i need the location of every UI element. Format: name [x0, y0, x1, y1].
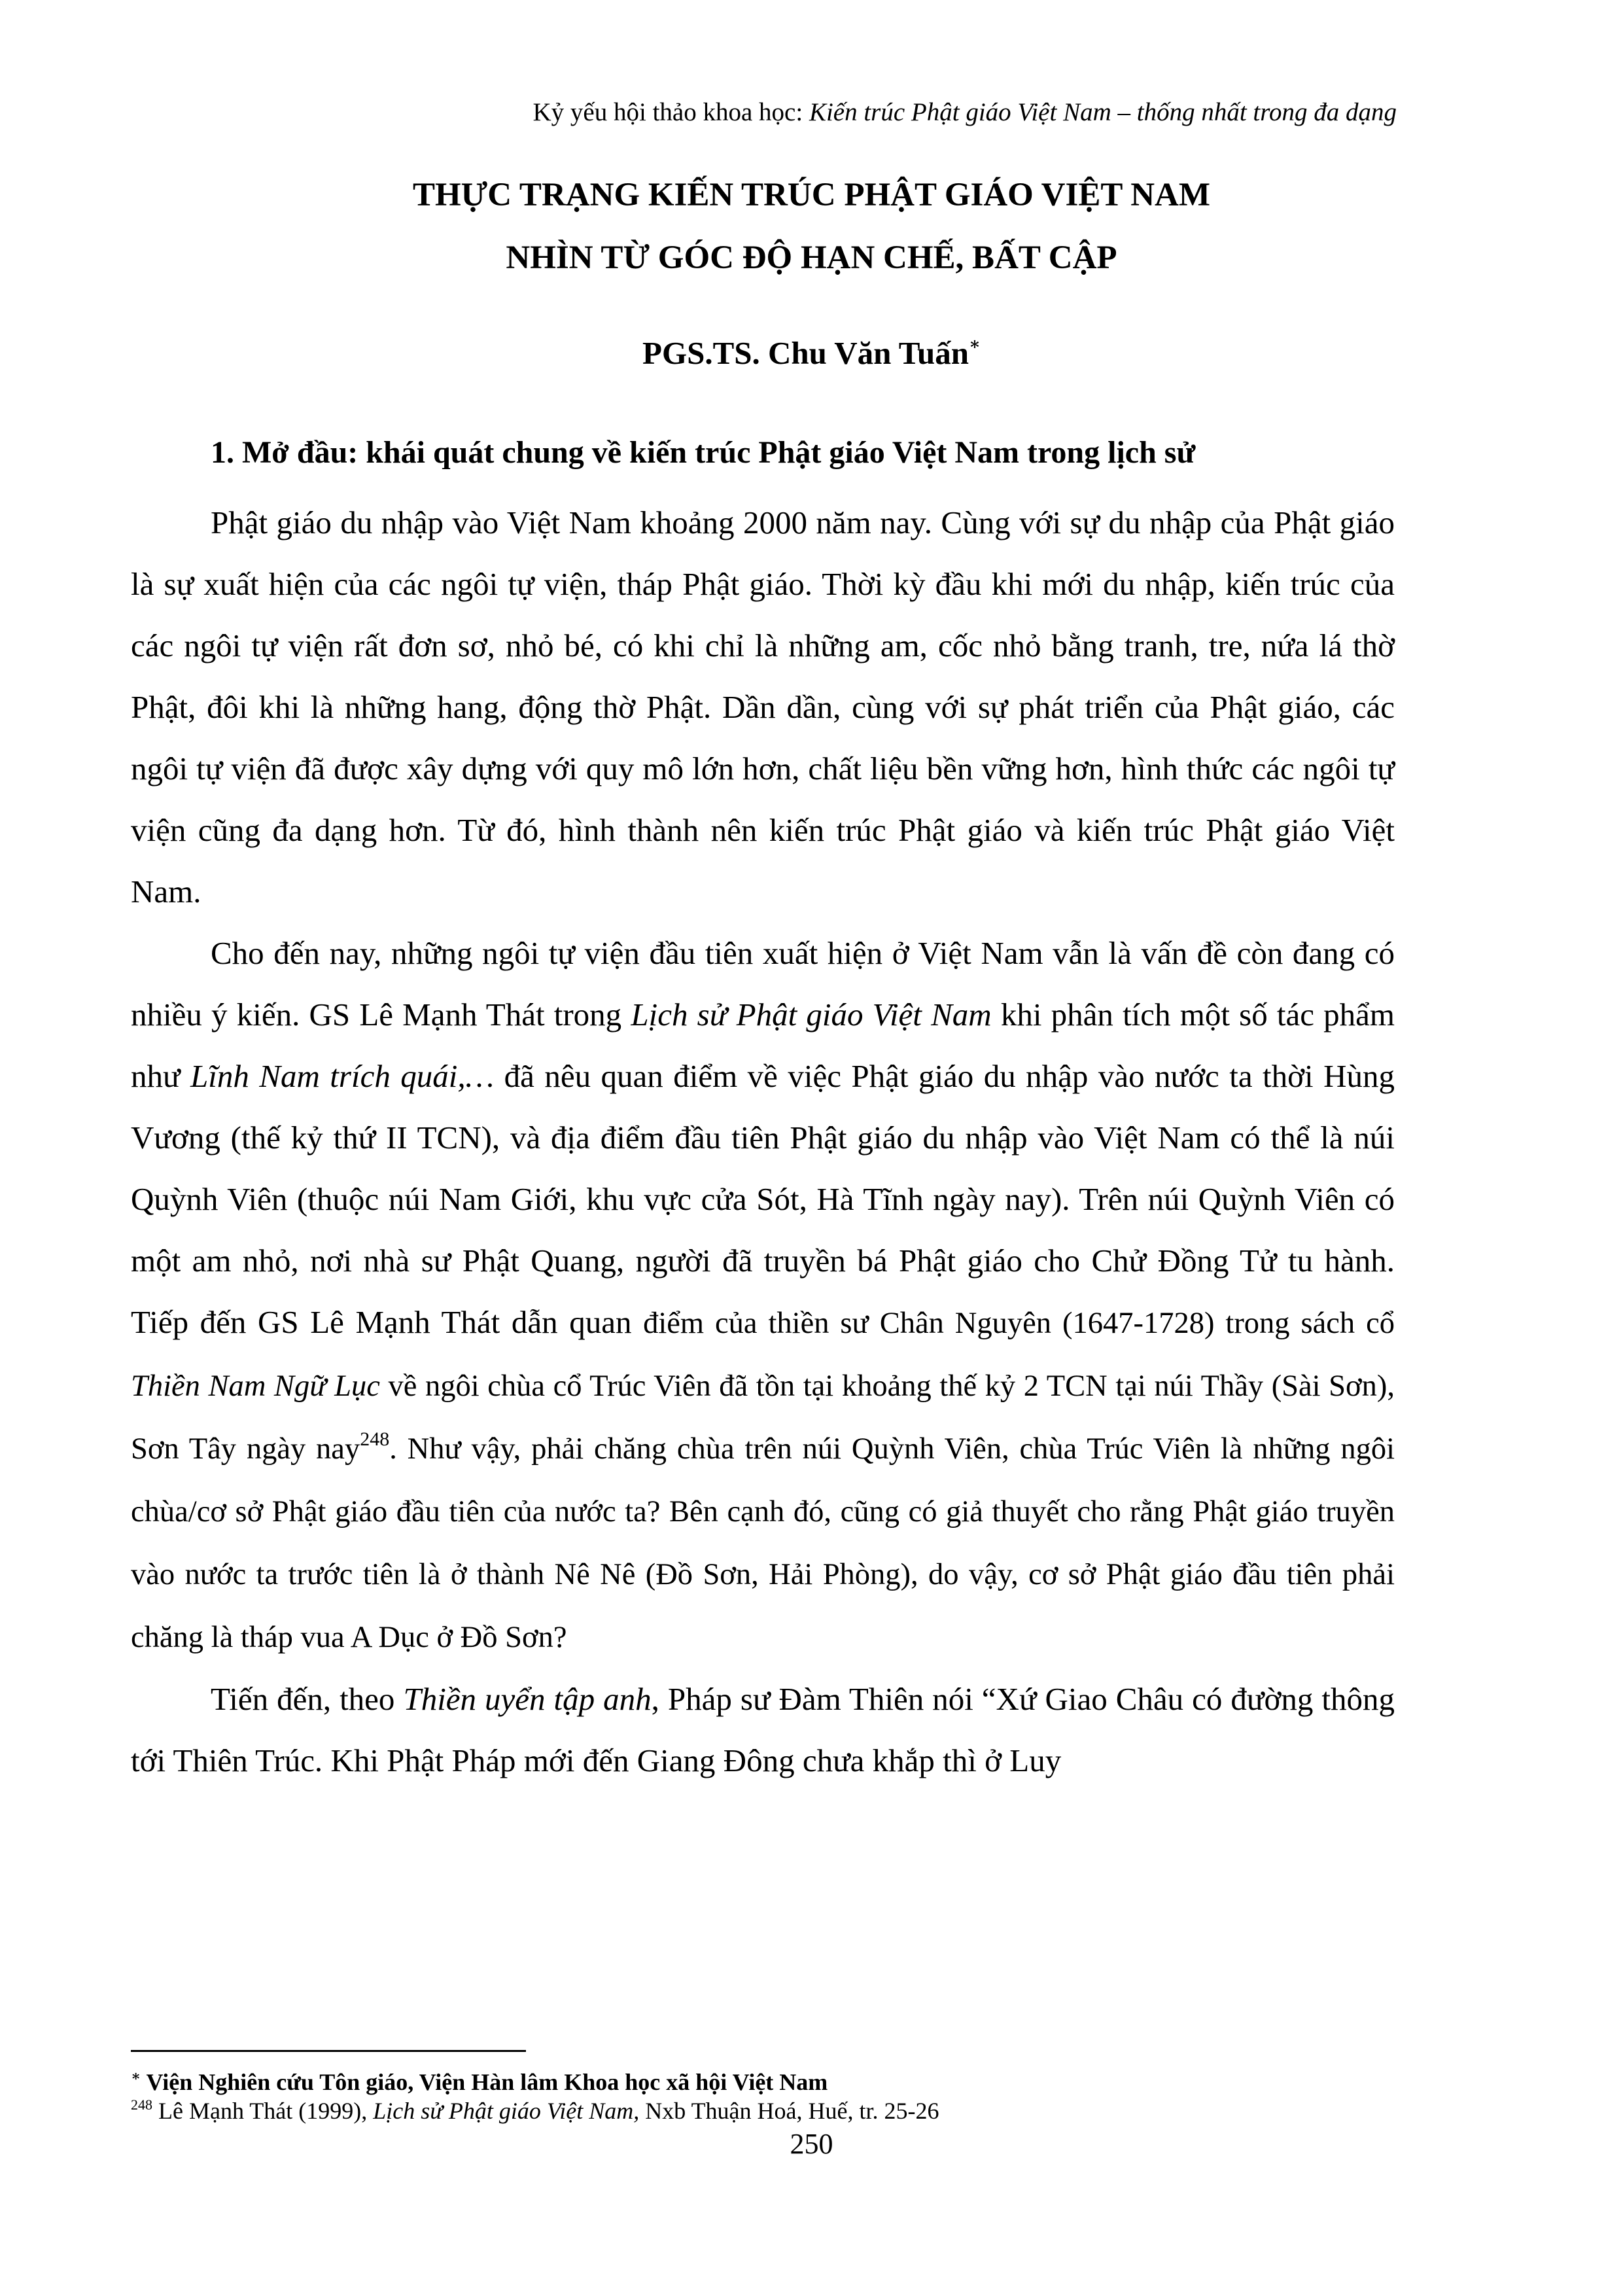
- article-title-line-2: NHÌN TỪ GÓC ĐỘ HẠN CHẾ, BẤT CẬP: [506, 239, 1117, 276]
- running-header-proceedings-title: Kiến trúc Phật giáo Việt Nam – thống nhất trong đa dạng: [809, 98, 1397, 126]
- section-heading: 1. Mở đầu: khái quát chung về kiến trúc Phật giáo Việt Nam trong lịch sử: [211, 435, 1196, 470]
- footnote-separator: [131, 2050, 526, 2052]
- author-byline: [0, 334, 1623, 373]
- footnote-text: Viện Nghiên cứu Tôn giáo, Viện Hàn lâm Khoa học xã hội Việt Nam: [141, 2069, 828, 2095]
- book-title-thien-uyen: Thiền uyển tập anh: [403, 1681, 652, 1717]
- running-header-prefix: Kỷ yếu hội thảo khoa học:: [532, 98, 809, 126]
- footnote-ref-248[interactable]: 248: [360, 1428, 390, 1450]
- book-title-thien-nam: Thiền Nam Ngữ Lục: [131, 1369, 380, 1403]
- paragraph-2-text: khi phân tích một số tác phẩm như: [131, 997, 1395, 1094]
- running-header: [533, 97, 1397, 128]
- paragraph-2-text: Cho đến nay, những ngôi tự viện đầu tiên xuất hiện ở Việt Nam vẫn là vấn đề còn đang có nhiều ý kiến. GS Lê Mạnh Thát trong: [131, 935, 1395, 1033]
- paragraph-2-text: điểm của thiền sư Chân Nguyên (1647-1728) trong sách cổ: [643, 1307, 1395, 1340]
- paragraph-2-compact-run: [131, 1307, 1395, 1654]
- footnotes: [131, 2068, 1395, 2125]
- footnote-marker: ∗: [131, 2068, 141, 2084]
- article-title: [0, 164, 1623, 289]
- book-title-lich-su: Lịch sử Phật giáo Việt Nam: [631, 997, 992, 1033]
- footnote-text: Lê Mạnh Thát (1999),: [152, 2098, 374, 2124]
- paragraph-3: [131, 1669, 1395, 1792]
- page-number: 250: [790, 2128, 833, 2160]
- footnote-number: 248: [131, 2096, 152, 2113]
- paragraph-3-text: , Pháp sư Đàm Thiên nói “Xứ Giao Châu có đường thông tới Thiên Trúc. Khi Phật Pháp mới đến Giang Đông chưa khắp thì ở Luy: [131, 1681, 1395, 1778]
- paragraph-3-text: Tiến đến, theo: [211, 1681, 404, 1717]
- author-footnote-marker: ∗: [968, 334, 981, 353]
- footnote-author-affiliation: [131, 2068, 1395, 2096]
- footnote-248: [131, 2096, 1395, 2125]
- paragraph-2-text: đã nêu quan điểm về việc Phật giáo du nhập vào nước ta thời Hùng Vương (thế kỷ thứ II TCN), và địa điểm đầu tiên Phật giáo du nhập vào Việt Nam có thể là núi Quỳnh Viên (thuộc núi Nam Giới, khu vực cửa Sót, Hà Tĩnh ngày nay). Trên núi Quỳnh Viên có một am nhỏ, nơi nhà sư Phật Quang, người đã truyền bá Phật giáo cho Chử Đồng Tử tu hành. Tiếp đến GS Lê Mạnh Thát dẫn quan: [131, 1058, 1395, 1340]
- author-name: PGS.TS. Chu Văn Tuấn: [642, 335, 969, 371]
- footnote-book-title: Lịch sử Phật giáo Việt Nam,: [373, 2098, 640, 2124]
- article-title-line-1: THỰC TRẠNG KIẾN TRÚC PHẬT GIÁO VIỆT NAM: [413, 177, 1210, 213]
- footnote-text: Nxb Thuận Hoá, Huế, tr. 25-26: [639, 2098, 939, 2124]
- paragraph-2-text: . Như vậy, phải chăng chùa trên núi Quỳnh Viên, chùa Trúc Viên là những ngôi chùa/cơ sở Phật giáo đầu tiên của nước ta? Bên cạnh đó, cũng có giả thuyết cho rằng Phật giáo truyền vào nước ta trước tiên là ở thành Nê Nê (Đồ Sơn, Hải Phòng), do vậy, cơ sở Phật giáo đầu tiên phải chăng là tháp vua A Dục ở Đồ Sơn?: [131, 1432, 1395, 1654]
- paragraph-2: [131, 923, 1395, 1669]
- paragraph-1: Phật giáo du nhập vào Việt Nam khoảng 2000 năm nay. Cùng với sự du nhập của Phật giáo là sự xuất hiện của các ngôi tự viện, tháp Phật giáo. Thời kỳ đầu khi mới du nhập, kiến trúc của các ngôi tự viện rất đơn sơ, nhỏ bé, có khi chỉ là những am, cốc nhỏ bằng tranh, tre, nứa lá thờ Phật, đôi khi là những hang, động thờ Phật. Dần dần, cùng với sự phát triển của Phật giáo, các ngôi tự viện đã được xây dựng với quy mô lớn hơn, chất liệu bền vững hơn, hình thức các ngôi tự viện cũng đa dạng hơn. Từ đó, hình thành nên kiến trúc Phật giáo và kiến trúc Phật giáo Việt Nam.: [131, 504, 1395, 910]
- paragraph-2-text: về ngôi chùa cổ Trúc Viên đã tồn tại khoảng thế kỷ 2 TCN tại núi Thầy (Sài Sơn), Sơn Tây ngày nay: [131, 1369, 1395, 1466]
- book-title-linh-nam: Lĩnh Nam trích quái,…: [190, 1058, 495, 1094]
- body-text: [131, 492, 1395, 1792]
